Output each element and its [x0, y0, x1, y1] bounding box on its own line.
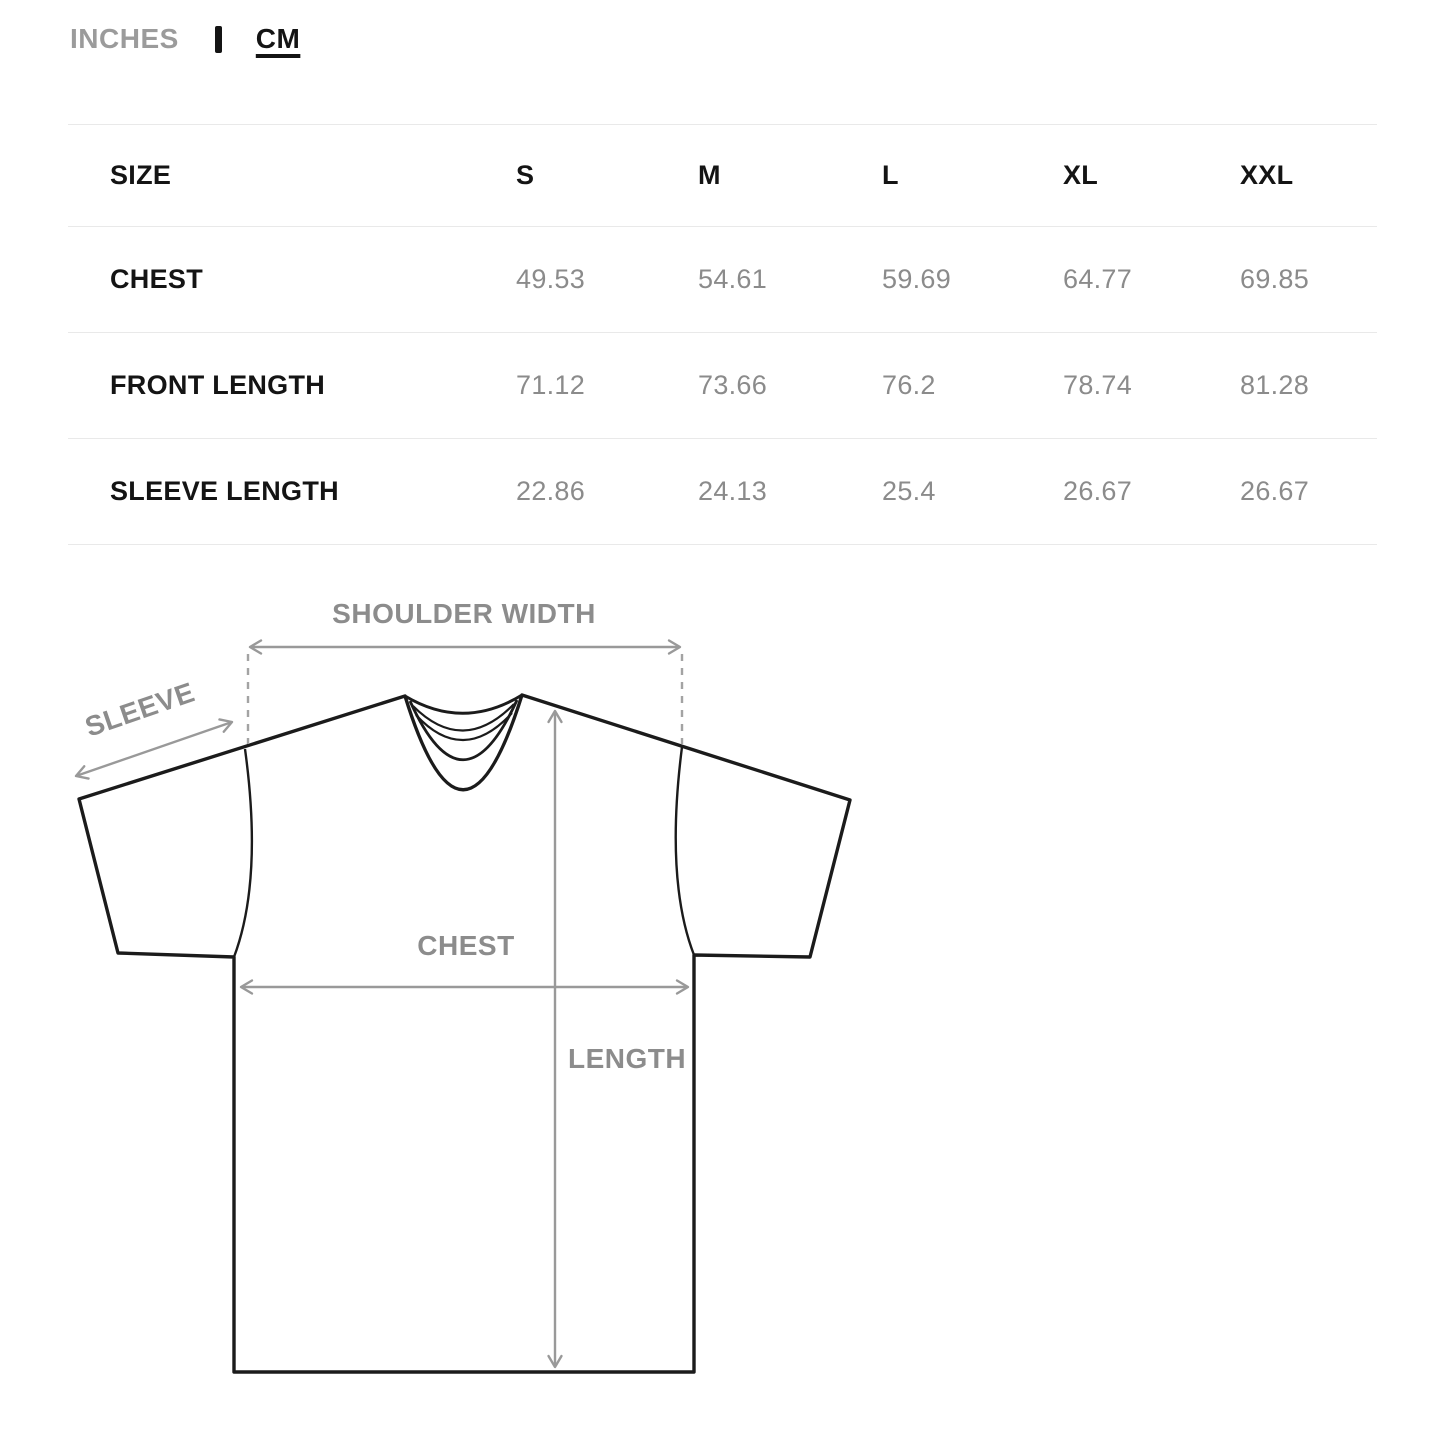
- size-table: [68, 124, 1377, 545]
- cell-sleeve-length-xxl: 26.67: [1240, 476, 1310, 506]
- cell-chest-l: 59.69: [882, 264, 952, 294]
- table-row-sleeve-length: [68, 439, 1377, 545]
- right-sleeve-seam: [676, 747, 694, 955]
- column-header-l: L: [882, 160, 899, 190]
- unit-toggle-separator: [215, 26, 222, 53]
- cell-chest-s: 49.53: [516, 264, 586, 294]
- unit-toggle: [70, 22, 300, 56]
- row-label-chest: CHEST: [110, 264, 204, 294]
- cell-front-length-s: 71.12: [516, 370, 586, 400]
- row-label-front-length: FRONT LENGTH: [110, 370, 326, 400]
- cell-front-length-xxl: 81.28: [1240, 370, 1310, 400]
- column-header-size: SIZE: [110, 160, 172, 190]
- column-header-s: S: [516, 160, 535, 190]
- cell-chest-m: 54.61: [698, 264, 768, 294]
- cell-sleeve-length-xl: 26.67: [1063, 476, 1133, 506]
- tshirt-outline-drawing: [79, 695, 850, 1372]
- table-header-row: [68, 125, 1377, 227]
- tshirt-body-path: [79, 695, 850, 1372]
- length-label: LENGTH: [568, 1043, 687, 1074]
- tshirt-measurement-diagram: [0, 565, 1445, 1445]
- column-header-xl: XL: [1063, 160, 1099, 190]
- sleeve-label: SLEEVE: [81, 676, 199, 743]
- table-row-chest: [68, 227, 1377, 333]
- measurement-annotations: [76, 598, 688, 1367]
- cell-sleeve-length-s: 22.86: [516, 476, 586, 506]
- unit-cm-button[interactable]: CM: [255, 23, 301, 54]
- chest-label: CHEST: [417, 930, 515, 961]
- left-sleeve-seam: [234, 749, 252, 957]
- column-header-xxl: XXL: [1240, 160, 1294, 190]
- table-row-front-length: [68, 333, 1377, 439]
- cell-chest-xl: 64.77: [1063, 264, 1133, 294]
- column-header-m: M: [698, 160, 721, 190]
- cell-front-length-m: 73.66: [698, 370, 768, 400]
- shoulder-width-label: SHOULDER WIDTH: [332, 598, 596, 629]
- cell-sleeve-length-m: 24.13: [698, 476, 768, 506]
- cell-chest-xxl: 69.85: [1240, 264, 1310, 294]
- row-label-sleeve-length: SLEEVE LENGTH: [110, 476, 339, 506]
- cell-sleeve-length-l: 25.4: [882, 476, 936, 506]
- collar-back-neck-line: [405, 695, 522, 713]
- cell-front-length-l: 76.2: [882, 370, 936, 400]
- cell-front-length-xl: 78.74: [1063, 370, 1133, 400]
- unit-inches-button[interactable]: INCHES: [70, 23, 179, 54]
